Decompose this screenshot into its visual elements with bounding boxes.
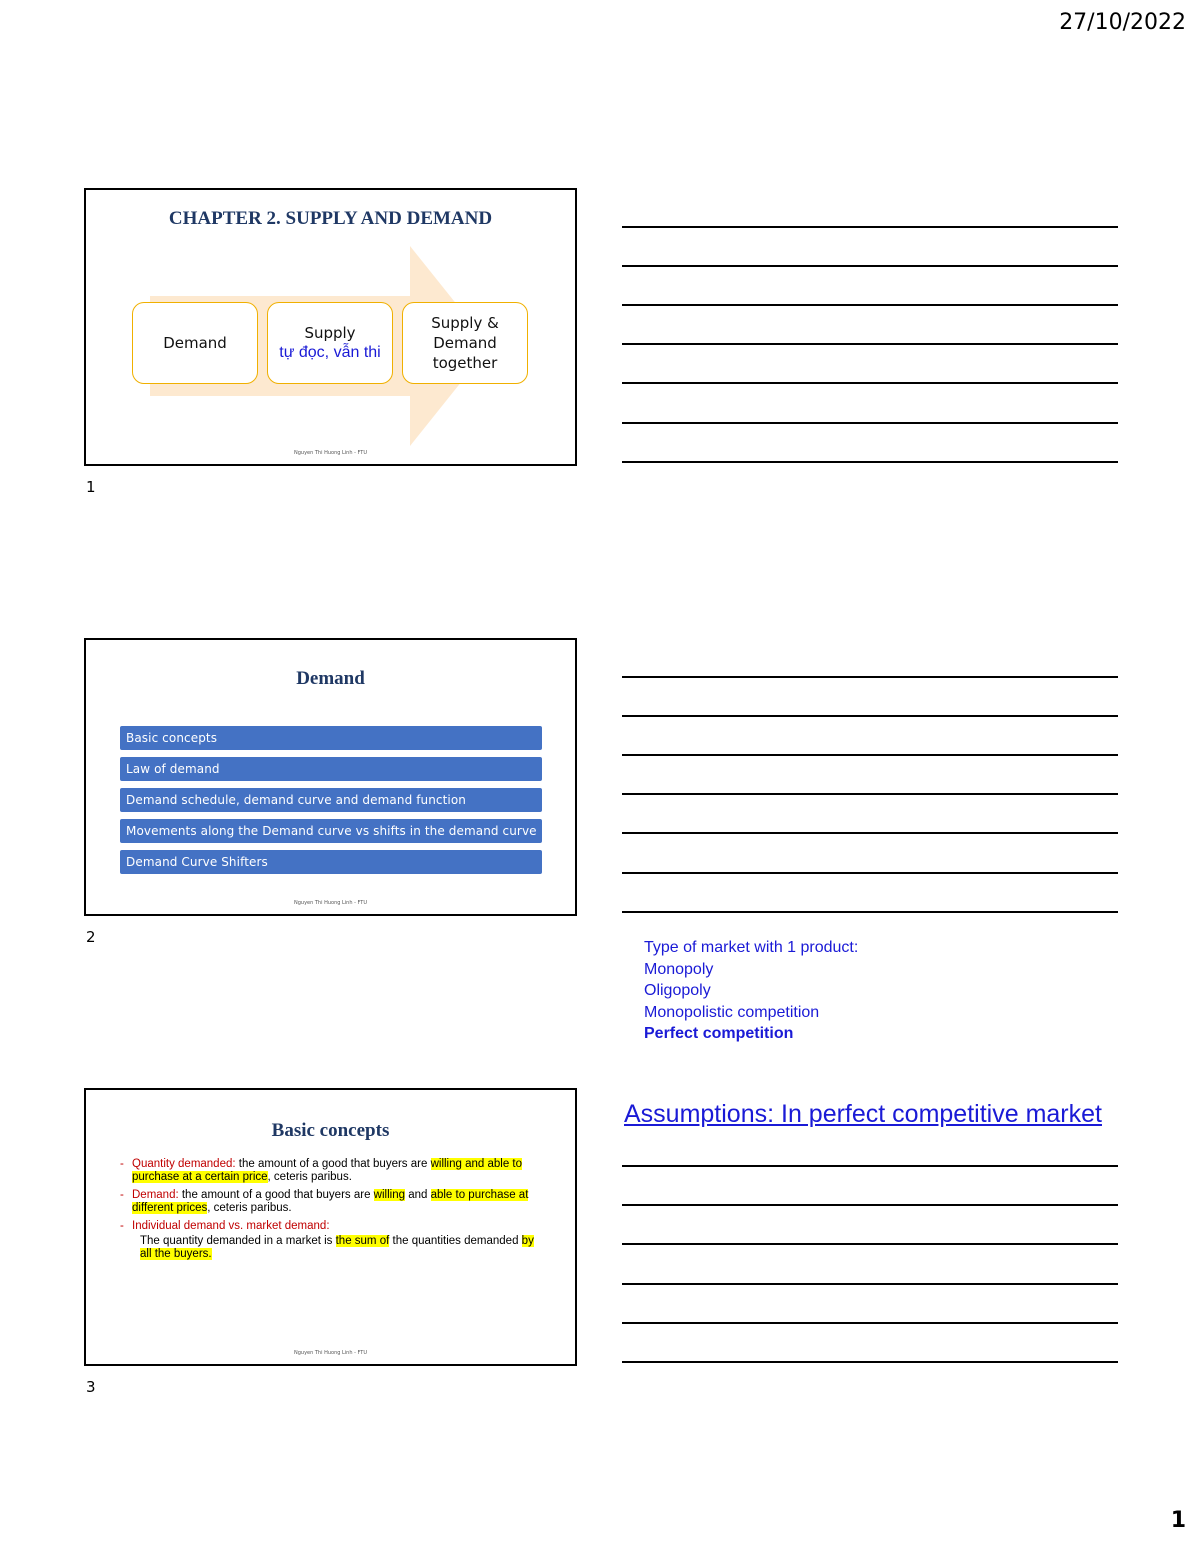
handwritten-note: tự đọc, vẫn thi [279,344,381,361]
note-line [622,304,1118,306]
note-line [622,382,1118,384]
note-line [622,832,1118,834]
note-line [622,754,1118,756]
bullet-term: Quantity demanded: [132,1158,236,1170]
note-item: Monopolistic competition [644,1003,820,1021]
slide-title: Demand [296,668,365,689]
slide-footer: Nguyen Thi Huong Linh - FTU [294,900,367,906]
topic-bar: Basic concepts [120,726,542,750]
slide-2 [84,638,577,916]
note-line [622,461,1118,463]
note-line [622,343,1118,345]
note-line [622,1322,1118,1324]
bullet-term: Individual demand vs. market demand: [132,1220,330,1232]
note-item: Oligopoly [644,982,711,999]
topic-bar: Demand schedule, demand curve and demand function [120,788,542,812]
date-stamp: 27/10/2022 [1059,10,1186,35]
slide-footer: Nguyen Thi Huong Linh - FTU [294,1350,367,1356]
note-item: Monopoly [644,960,714,978]
note-line [622,715,1118,717]
slide-number: 2 [86,928,96,946]
process-box-supply [267,302,393,384]
slide-3 [84,1088,577,1366]
note-line [622,1283,1118,1285]
bullet-item: - Individual demand vs. market demand: [120,1220,330,1232]
bullet-item: - Quantity demanded: the amount of a good that buyers are willing and able to purchase at a certain price, ceteris paribus. [120,1158,522,1183]
note-line [622,1204,1118,1206]
note-line [622,265,1118,267]
process-box-label: Supply [304,324,356,342]
topic-bar: Demand Curve Shifters [120,850,542,874]
process-box-demand [132,302,258,384]
topic-bar: Movements along the Demand curve vs shifts in the demand curve [120,819,542,843]
note-line [622,1243,1118,1245]
slide-1 [84,188,577,466]
note-line [622,911,1118,913]
slide-title: Basic concepts [271,1120,390,1141]
bullet-list [120,1158,540,1261]
note-line [622,872,1118,874]
note-line [622,676,1118,678]
note-line [622,226,1118,228]
sub-bullet: The quantity demanded in a market is the sum of the quantities demanded by all the buyers. [140,1235,534,1260]
topic-bar: Law of demand [120,757,542,781]
note-line [622,1361,1118,1363]
note-line [622,1165,1118,1167]
market-types-note [644,937,858,1045]
process-box-label: Demand [433,334,497,352]
process-box-label: Demand [163,334,227,352]
note-line [622,422,1118,424]
note-line [622,793,1118,795]
slide-title: CHAPTER 2. SUPPLY AND DEMAND [168,208,493,229]
slide-number: 1 [86,478,96,496]
slide-number: 3 [86,1378,96,1396]
slide-footer: Nguyen Thi Huong Linh - FTU [294,450,367,456]
process-box-label: together [432,354,498,372]
process-box-label: Supply & [431,314,499,332]
note-item: Perfect competition [644,1025,794,1042]
assumptions-note: Assumptions: In perfect competitive market [624,1100,1102,1128]
note-heading: Type of market with 1 product: [644,939,859,956]
process-box-together [402,302,528,384]
page-number: 1 [1170,1508,1186,1533]
bullet-item: - Demand: the amount of a good that buyers are willing and able to purchase at different prices, ceteris paribus. [120,1189,529,1214]
bullet-term: Demand: [132,1189,179,1201]
